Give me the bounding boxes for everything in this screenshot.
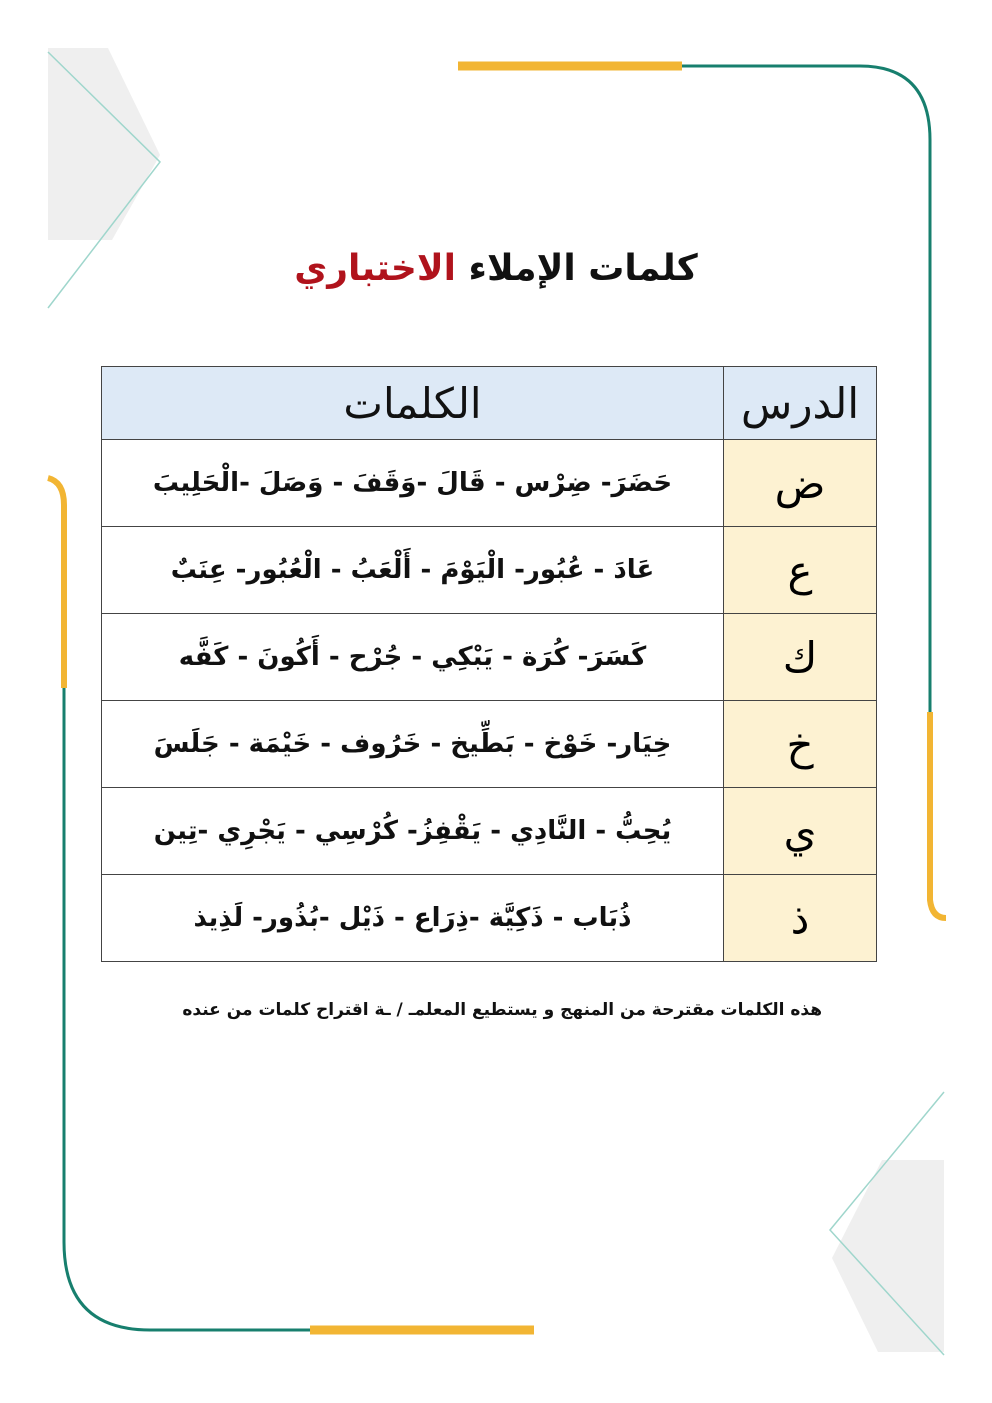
lesson-letter: ذ (724, 875, 877, 962)
page-title (0, 248, 992, 289)
table-row (102, 527, 877, 614)
table-row (102, 440, 877, 527)
lesson-words: خِيَار- خَوْخ - بَطِّيخ - خَرُوف - خَيْمَة - جَلَسَ (102, 701, 724, 788)
table-row (102, 788, 877, 875)
title-main: كلمات الإملاء (468, 248, 698, 289)
lesson-words: كَسَرَ- كُرَة - يَبْكِي - جُرْح - أَكُونَ - كَفَّه (102, 614, 724, 701)
corner-chevron-bottom-right (832, 1160, 944, 1352)
header-words: الكلمات (102, 367, 724, 440)
lesson-words: ذُبَاب - ذَكِيَّة -ذِرَاع - ذَيْل -بُذُور- لَذِيذ (102, 875, 724, 962)
lesson-letter: ك (724, 614, 877, 701)
lesson-words: يُحِبُّ - النَّادِي - يَقْفِزُ- كُرْسِي - يَجْرِي -تِين (102, 788, 724, 875)
table-row (102, 875, 877, 962)
gold-bracket-right (930, 712, 946, 918)
footer-note: هذه الكلمات مقترحة من المنهج و يستطيع المعلمـ / ـة اقتراح كلمات من عنده (182, 1000, 822, 1020)
lesson-letter: ض (724, 440, 877, 527)
table-row (102, 701, 877, 788)
corner-chevron-top-left (48, 48, 160, 240)
gold-bracket-left (48, 478, 64, 688)
lesson-words: عَادَ - عُبُور- الْيَوْمَ - أَلْعَبُ - الْعُبُور- عِنَبٌ (102, 527, 724, 614)
lesson-letter: ع (724, 527, 877, 614)
table-row (102, 614, 877, 701)
lesson-letter: خ (724, 701, 877, 788)
title-accent: الاختباري (294, 248, 456, 289)
table-header-row (102, 367, 877, 440)
header-lesson: الدرس (724, 367, 877, 440)
dictation-words-table (101, 366, 877, 962)
lesson-letter: ي (724, 788, 877, 875)
lesson-words: حَضَرَ- ضِرْس - قَالَ -وَقَفَ - وَصَلَ -الْحَلِيبَ (102, 440, 724, 527)
